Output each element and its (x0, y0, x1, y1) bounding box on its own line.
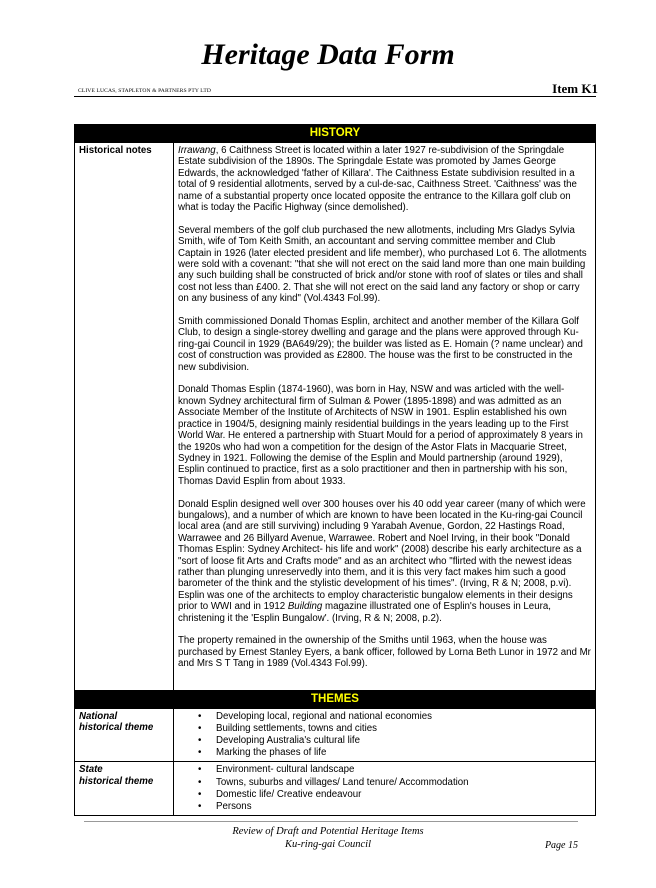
state-theme-list (178, 764, 591, 813)
themes-heading: THEMES (75, 690, 596, 708)
national-theme-row (75, 708, 596, 762)
list-item: • Building settlements, towns and cities (178, 723, 591, 735)
list-item: • Developing Australia's cultural life (178, 735, 591, 747)
header-rule (74, 96, 596, 97)
history-heading: HISTORY (75, 125, 596, 143)
historical-notes-label: Historical notes (75, 143, 174, 691)
national-label-line-1: National (79, 710, 118, 722)
footer-rule (84, 821, 578, 822)
national-theme-list-cell (174, 708, 596, 762)
history-paragraph-1 (178, 145, 591, 213)
magazine-name: Building (287, 601, 323, 613)
history-paragraph-5-text-a: Donald Esplin designed well over 300 houses over his 40 odd year career (many of which were bungalows), and a number of which are known to have been located in the Ku-ring-gai Council local area (and are still surviving) including 9 Yarabah Avenue, Gordon, 22 Hastings Road, Warrawee and 26 Billyard Avenue, Warrawee. Robert and Noel Irving, in their book "Donald Thomas Esplin: Sydney Architect- his life and work" (2008) describe his early architecture as a "sort of loose fit Arts and Crafts mode" and as an architect who "flirted with the newest ideas rather than plunging unreservedly into them, and it is this very fact makes him such a good barometer of the think and the stylistic development of his times". (Irving, R & N; 2008, p.vi). Esplin was one of the architects to employ characteristic bungalow elements in their designs prior to WWI and in 1912 (178, 498, 586, 613)
national-theme-label (75, 708, 174, 762)
historical-notes-text (174, 143, 596, 691)
history-heading-row (75, 125, 596, 143)
national-label-line-2: historical theme (79, 722, 154, 734)
state-label-line-1: State (79, 764, 103, 776)
heritage-table (74, 124, 596, 816)
history-paragraph-6: The property remained in the ownership of the Smiths until 1963, when the house was purchased by Ernest Stanley Eyers, a bank officer, followed by Lorna Beth Lunor in 1972 and Mr and Mrs S T Tang in 1989 (Vol.4343 Fol.99). (178, 635, 591, 670)
page-title: Heritage Data Form (201, 38, 455, 71)
footer-line-1: Review of Draft and Potential Heritage Items (232, 826, 424, 837)
history-paragraph-2: Several members of the golf club purchased the new allotments, including Mrs Gladys Sylvia Smith, wife of Tom Keith Smith, an accountant and serving committee member and Club Captain in 1926 (later elected president and life member), who purchased Lot 6. The allotments were sold with a covenant: "that she will not erect on the said land more than one main building any such building shall be constructed of brick and/or stone with roof of slates or tiles and shall cost not less than £400. 2. That she will not erect on the said land any factory or shop or carry on any business of any kind" (Vol.4343 Fol.99). (178, 224, 587, 305)
list-item: • Marking the phases of life (178, 747, 591, 759)
list-item: • Environment- cultural landscape (178, 764, 591, 776)
list-item: • Towns, suburbs and villages/ Land tenure/ Accommodation (178, 777, 591, 789)
history-paragraph-3: Smith commissioned Donald Thomas Esplin, architect and another member of the Killara Golf Club, to design a single-storey dwelling and garage and the plans were approved through Ku-ring-gai Council in 1929 (BA649/29); the builder was listed as E. Homain (? name unclear) and cost of construction was provided as £2800. The house was the first to be constructed in the new subdivision. (178, 316, 583, 373)
house-name: Irrawang (178, 145, 216, 156)
page-number: Page 15 (544, 840, 578, 851)
history-paragraph-5-text-b: magazine illustrated one of Esplin's houses in Leura, christening it the 'Esplin Bungalow'. (Irving, R & N; 2008, p.2). (178, 601, 551, 624)
national-theme-list (178, 711, 591, 760)
footer-line-2: Ku-ring-gai Council (284, 838, 372, 850)
history-paragraph-5 (178, 499, 591, 624)
themes-heading-row (75, 690, 596, 708)
list-item: • Persons (178, 801, 591, 813)
list-item: • Developing local, regional and national economies (178, 711, 591, 723)
history-paragraph-4: Donald Thomas Esplin (1874-1960), was born in Hay, NSW and was articled with the well-known Sydney architectural firm of Sulman & Power (1895-1898) and was admitted as an Associate Member of the Institute of Architects of NSW in 1901. Esplin established his own practice in 1904/5, designing mainly residential buildings in the years leading up to the First World War. He entered a partnership with Stuart Mould for a period of approximately 8 years in the 1920s who had won a competition for the design of the Astor Flats in Macquarie Street, Sydney in 1921. Following the demise of the Esplin and Mould partnership (around 1929), Esplin continued to practice, first as a solo practitioner and then in partnership with his son, Thomas David Esplin from about 1933. (178, 384, 583, 487)
firm-name: CLIVE LUCAS, STAPLETON & PARTNERS PTY LTD (78, 88, 211, 94)
item-number: Item K1 (552, 81, 598, 96)
history-paragraph-1-text: , 6 Caithness Street is located within a later 1927 re-subdivision of the Springdale Estate subdivision of the 1890s. The Springdale Estate was promoted by James George Edwards, the acknowledged 'father of Killara'. The Caithness Estate subdivision resulted in a total of 9 residential allotments, served by a cul-de-sac, Caithness Street. 'Caithness' was the name of a substantial property once located opposite the entrance to the Killara golf club on what is today the Pacific Highway (since demolished). (178, 145, 577, 214)
list-item: • Domestic life/ Creative endeavour (178, 789, 591, 801)
state-label-line-2: historical theme (79, 775, 154, 787)
state-theme-row (75, 762, 596, 816)
history-row (75, 143, 596, 691)
state-theme-label (75, 762, 174, 816)
state-theme-list-cell (174, 762, 596, 816)
